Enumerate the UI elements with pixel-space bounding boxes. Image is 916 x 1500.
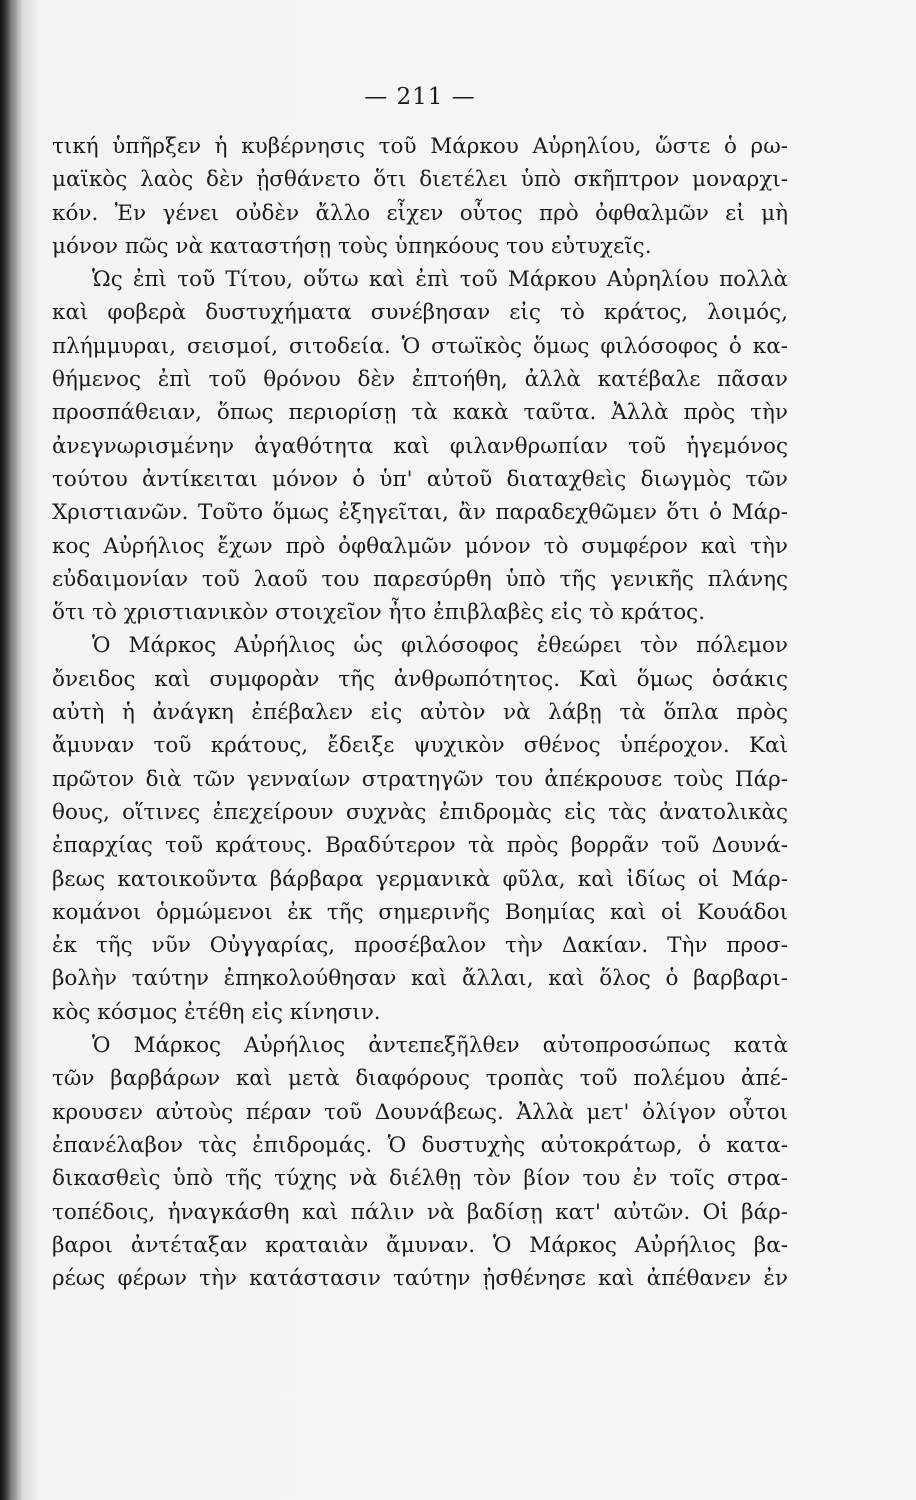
text-line: κόν. Ἐν γένει οὐδὲν ἄλλο εἶχεν οὗτος πρὸ ὀφθαλμῶν εἰ μὴ — [52, 200, 788, 226]
book-spine-shadow — [0, 0, 14, 1500]
page-number: — 211 — — [364, 84, 476, 110]
text-line: δικασθεὶς ὑπὸ τῆς τύχης νὰ διέλθῃ τὸν βίον του ἐν τοῖς στρα- — [52, 1166, 788, 1192]
text-line: τούτου ἀντίκειται μόνον ὁ ὑπ' αὐτοῦ διαταχθεὶς διωγμὸς τῶν — [52, 466, 788, 492]
text-line: τῶν βαρβάρων καὶ μετὰ διαφόρους τροπὰς τοῦ πολέμου ἀπέ- — [52, 1066, 788, 1092]
text-line: ὅτι τὸ χριστιανικὸν στοιχεῖον ἦτο ἐπιβλαβὲς εἰς τὸ κράτος. — [52, 600, 706, 626]
body-text — [52, 130, 788, 1295]
text-line: μόνον πῶς νὰ καταστήσῃ τοὺς ὑπηκόους του εὐτυχεῖς. — [52, 233, 652, 259]
text-line: κὸς κόσμος ἐτέθη εἰς κίνησιν. — [52, 999, 381, 1025]
text-line: ἀνεγνωρισμένην ἀγαθότητα καὶ φιλανθρωπίαν τοῦ ἡγεμόνος — [52, 433, 788, 459]
text-line: πρῶτον διὰ τῶν γενναίων στρατηγῶν του ἀπέκρουσε τοὺς Πάρ- — [52, 766, 788, 792]
text-line: ρέως φέρων τὴν κατάστασιν ταύτην ᾐσθένησε καὶ ἀπέθανεν ἐν — [52, 1266, 788, 1292]
text-line: πλήμμυραι, σεισμοί, σιτοδεία. Ὁ στωϊκὸς ὅμως φιλόσοφος ὁ κα- — [52, 333, 788, 359]
text-line: βαροι ἀντέταξαν κραταιὰν ἄμυναν. Ὁ Μάρκος Αὐρήλιος βα- — [52, 1232, 788, 1258]
text-line: κρουσεν αὐτοὺς πέραν τοῦ Δουνάβεως. Ἀλλὰ μετ' ὀλίγον οὗτοι — [52, 1099, 788, 1125]
text-line: ἐπανέλαβον τὰς ἐπιδρομάς. Ὁ δυστυχὴς αὐτοκράτωρ, ὁ κατα- — [52, 1132, 788, 1158]
text-line: ἐπαρχίας τοῦ κράτους. Βραδύτερον τὰ πρὸς βορρᾶν τοῦ Δουνά- — [52, 833, 788, 859]
text-line: κος Αὐρήλιος ἔχων πρὸ ὀφθαλμῶν μόνον τὸ συμφέρον καὶ τὴν — [52, 533, 788, 559]
text-line: Ὁ Μάρκος Αὐρήλιος ὡς φιλόσοφος ἐθεώρει τὸν πόλεμον — [92, 633, 788, 659]
text-line: ἄμυναν τοῦ κράτους, ἔδειξε ψυχικὸν σθένος ὑπέροχον. Καὶ — [52, 733, 788, 759]
text-line: θους, οἵτινες ἐπεχείρουν συχνὰς ἐπιδρομὰς εἰς τὰς ἀνατολικὰς — [52, 799, 788, 825]
text-line: Χριστιανῶν. Τοῦτο ὅμως ἐξηγεῖται, ἂν παραδεχθῶμεν ὅτι ὁ Μάρ- — [52, 500, 788, 526]
text-line: ὄνειδος καὶ συμφορὰν τῆς ἀνθρωπότητος. Καὶ ὅμως ὁσάκις — [52, 666, 788, 692]
text-line: Ὡς ἐπὶ τοῦ Τίτου, οὕτω καὶ ἐπὶ τοῦ Μάρκου Αὐρηλίου πολλὰ — [92, 267, 788, 293]
text-line: κομάνοι ὁρμώμενοι ἐκ τῆς σημερινῆς Βοημίας καὶ οἱ Κουάδοι — [52, 899, 788, 925]
text-line: τική ὑπῆρξεν ἡ κυβέρνησις τοῦ Μάρκου Αὐρηλίου, ὥστε ὁ ρω- — [52, 134, 788, 159]
text-line: προσπάθειαν, ὅπως περιορίσῃ τὰ κακὰ ταῦτα. Ἀλλὰ πρὸς τὴν — [52, 400, 788, 426]
text-line: μαϊκὸς λαὸς δὲν ᾐσθάνετο ὅτι διετέλει ὑπὸ σκῆπτρον μοναρχι- — [52, 167, 788, 193]
text-line: εὐδαιμονίαν τοῦ λαοῦ του παρεσύρθη ὑπὸ τῆς γενικῆς πλάνης — [52, 566, 788, 592]
text-line: θήμενος ἐπὶ τοῦ θρόνου δὲν ἐπτοήθη, ἀλλὰ κατέβαλε πᾶσαν — [52, 367, 788, 393]
text-line: Ὁ Μάρκος Αὐρήλιος ἀντεπεξῆλθεν αὐτοπροσώπως κατὰ — [92, 1033, 788, 1059]
text-line: καὶ φοβερὰ δυστυχήματα συνέβησαν εἰς τὸ κράτος, λοιμός, — [52, 300, 788, 326]
text-line: τοπέδοις, ἠναγκάσθη καὶ πάλιν νὰ βαδίσῃ κατ' αὐτῶν. Οἱ βάρ- — [52, 1199, 788, 1225]
text-line: ἐκ τῆς νῦν Οὐγγαρίας, προσέβαλον τὴν Δακίαν. Τὴν προσ- — [52, 933, 788, 959]
text-line: αὐτὴ ἡ ἀνάγκη ἐπέβαλεν εἰς αὐτὸν νὰ λάβῃ τὰ ὅπλα πρὸς — [52, 700, 788, 726]
text-line: βολὴν ταύτην ἐπηκολούθησαν καὶ ἄλλαι, καὶ ὅλος ὁ βαρβαρι- — [52, 966, 788, 992]
text-line: βεως κατοικοῦντα βάρβαρα γερμανικὰ φῦλα, καὶ ἰδίως οἱ Μάρ- — [52, 866, 788, 892]
